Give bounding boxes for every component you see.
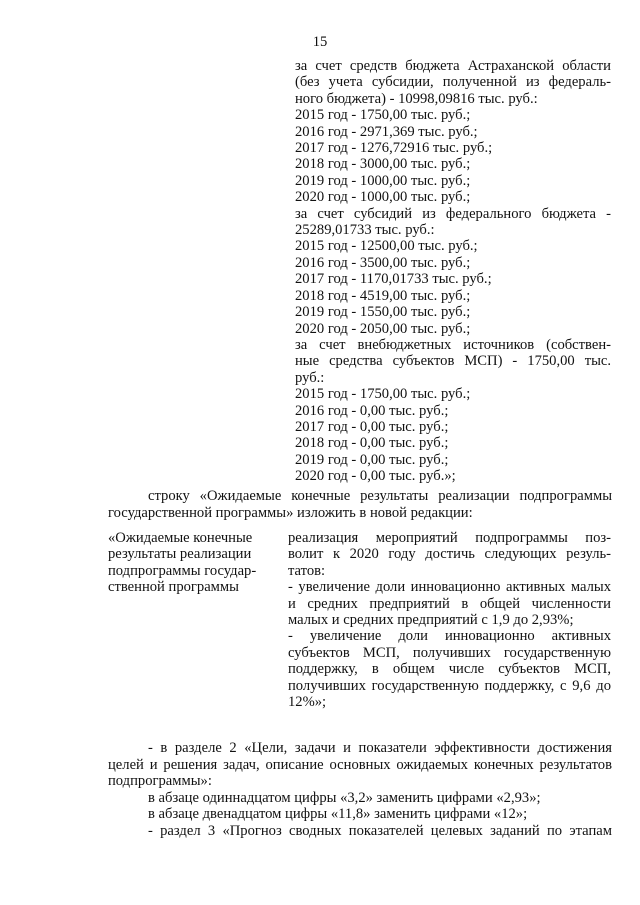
results-bullet-1: - увеличение доли инновационно активных малых и средних предприятий в общей численности малых и средних предприятий с 1,9 до 2,93%; <box>288 579 611 629</box>
funding-regional-year: 2018 год - 3000,00 тыс. руб.; <box>295 156 471 173</box>
funding-federal-line-2: 25289,01733 тыс. руб.: <box>295 222 435 239</box>
funding-federal-line-1: за счет субсидий из федерального бюджета - <box>295 205 611 222</box>
funding-federal-year: 2016 год - 3500,00 тыс. руб.; <box>295 254 471 271</box>
results-intro-line-1: реализация мероприятий подпрограммы поз- <box>288 530 611 546</box>
funding-extra-year: 2020 год - 0,00 тыс. руб.»; <box>295 468 456 485</box>
results-label-line: «Ожидаемые конечные <box>108 530 253 546</box>
funding-extra-year: 2017 год - 0,00 тыс. руб.; <box>295 418 449 435</box>
funding-federal-year: 2020 год - 2050,00 тыс. руб.; <box>295 320 471 337</box>
funding-regional-year: 2020 год - 1000,00 тыс. руб.; <box>295 189 471 206</box>
section2-line-3: подпрограммы»: <box>108 773 212 790</box>
paragraph-11-change: в абзаце одиннадцатом цифры «3,2» заменить цифрами «2,93»; <box>148 789 541 806</box>
section2-line-1: - в разделе 2 «Цели, задачи и показатели эффективности достижения <box>148 740 612 756</box>
funding-extra-year: 2015 год - 1750,00 тыс. руб.; <box>295 386 471 403</box>
results-bullet-2: - увеличение доли инновационно активных субъектов МСП, получивших государственную поддержку, в общем числе субъектов МСП, получивших государственную поддержку, с 9,6 до 12%»; <box>288 628 611 711</box>
funding-regional-line-3: ного бюджета) - 10998,09816 тыс. руб.: <box>295 90 538 107</box>
funding-extra-year: 2016 год - 0,00 тыс. руб.; <box>295 402 449 419</box>
results-label-line: ственной программы <box>108 579 239 596</box>
funding-regional-line-1: за счет средств бюджета Астраханской области <box>295 58 611 74</box>
instruction-paragraph: строку «Ожидаемые конечные результаты реализации подпрограммы государственной программы» изложить в новой редакции: <box>108 488 612 521</box>
results-intro-line-2: волит к 2020 году достичь следующих резуль- <box>288 546 611 563</box>
funding-extra-line-2: ные средства субъектов МСП) - 1750,00 тыс. <box>295 353 611 370</box>
funding-regional-year: 2015 год - 1750,00 тыс. руб.; <box>295 107 471 124</box>
funding-extra-line-1: за счет внебюджетных источников (собствен- <box>295 336 611 353</box>
funding-extra-year: 2019 год - 0,00 тыс. руб.; <box>295 451 449 468</box>
funding-federal-year: 2018 год - 4519,00 тыс. руб.; <box>295 287 471 304</box>
results-label <box>108 530 276 596</box>
tail-block <box>108 740 612 840</box>
page-number: 15 <box>312 34 328 50</box>
section2-line-2: целей и решения задач, описание основных ожидаемых конечных результатов <box>108 756 612 773</box>
funding-regional-year: 2016 год - 2971,369 тыс. руб.; <box>295 123 478 140</box>
funding-regional-line-2: (без учета субсидии, полученной из федераль- <box>295 74 611 91</box>
funding-federal-year: 2019 год - 1550,00 тыс. руб.; <box>295 304 471 321</box>
funding-federal-year: 2017 год - 1170,01733 тыс. руб.; <box>295 271 492 288</box>
funding-extra-year: 2018 год - 0,00 тыс. руб.; <box>295 435 449 452</box>
funding-federal-year: 2015 год - 12500,00 тыс. руб.; <box>295 238 478 255</box>
section3-line: - раздел 3 «Прогноз сводных показателей целевых заданий по этапам <box>148 822 612 839</box>
results-intro-line-3: татов: <box>288 562 326 579</box>
results-label-line: результаты реализации <box>108 546 252 563</box>
funding-block <box>295 58 611 485</box>
results-label-line: подпрограммы государ- <box>108 562 257 579</box>
paragraph-12-change: в абзаце двенадцатом цифры «11,8» заменить цифрами «12»; <box>148 806 528 823</box>
funding-extra-line-3: руб.: <box>295 369 325 386</box>
results-value <box>288 530 611 710</box>
funding-regional-year: 2019 год - 1000,00 тыс. руб.; <box>295 172 471 189</box>
funding-regional-year: 2017 год - 1276,72916 тыс. руб.; <box>295 140 493 157</box>
